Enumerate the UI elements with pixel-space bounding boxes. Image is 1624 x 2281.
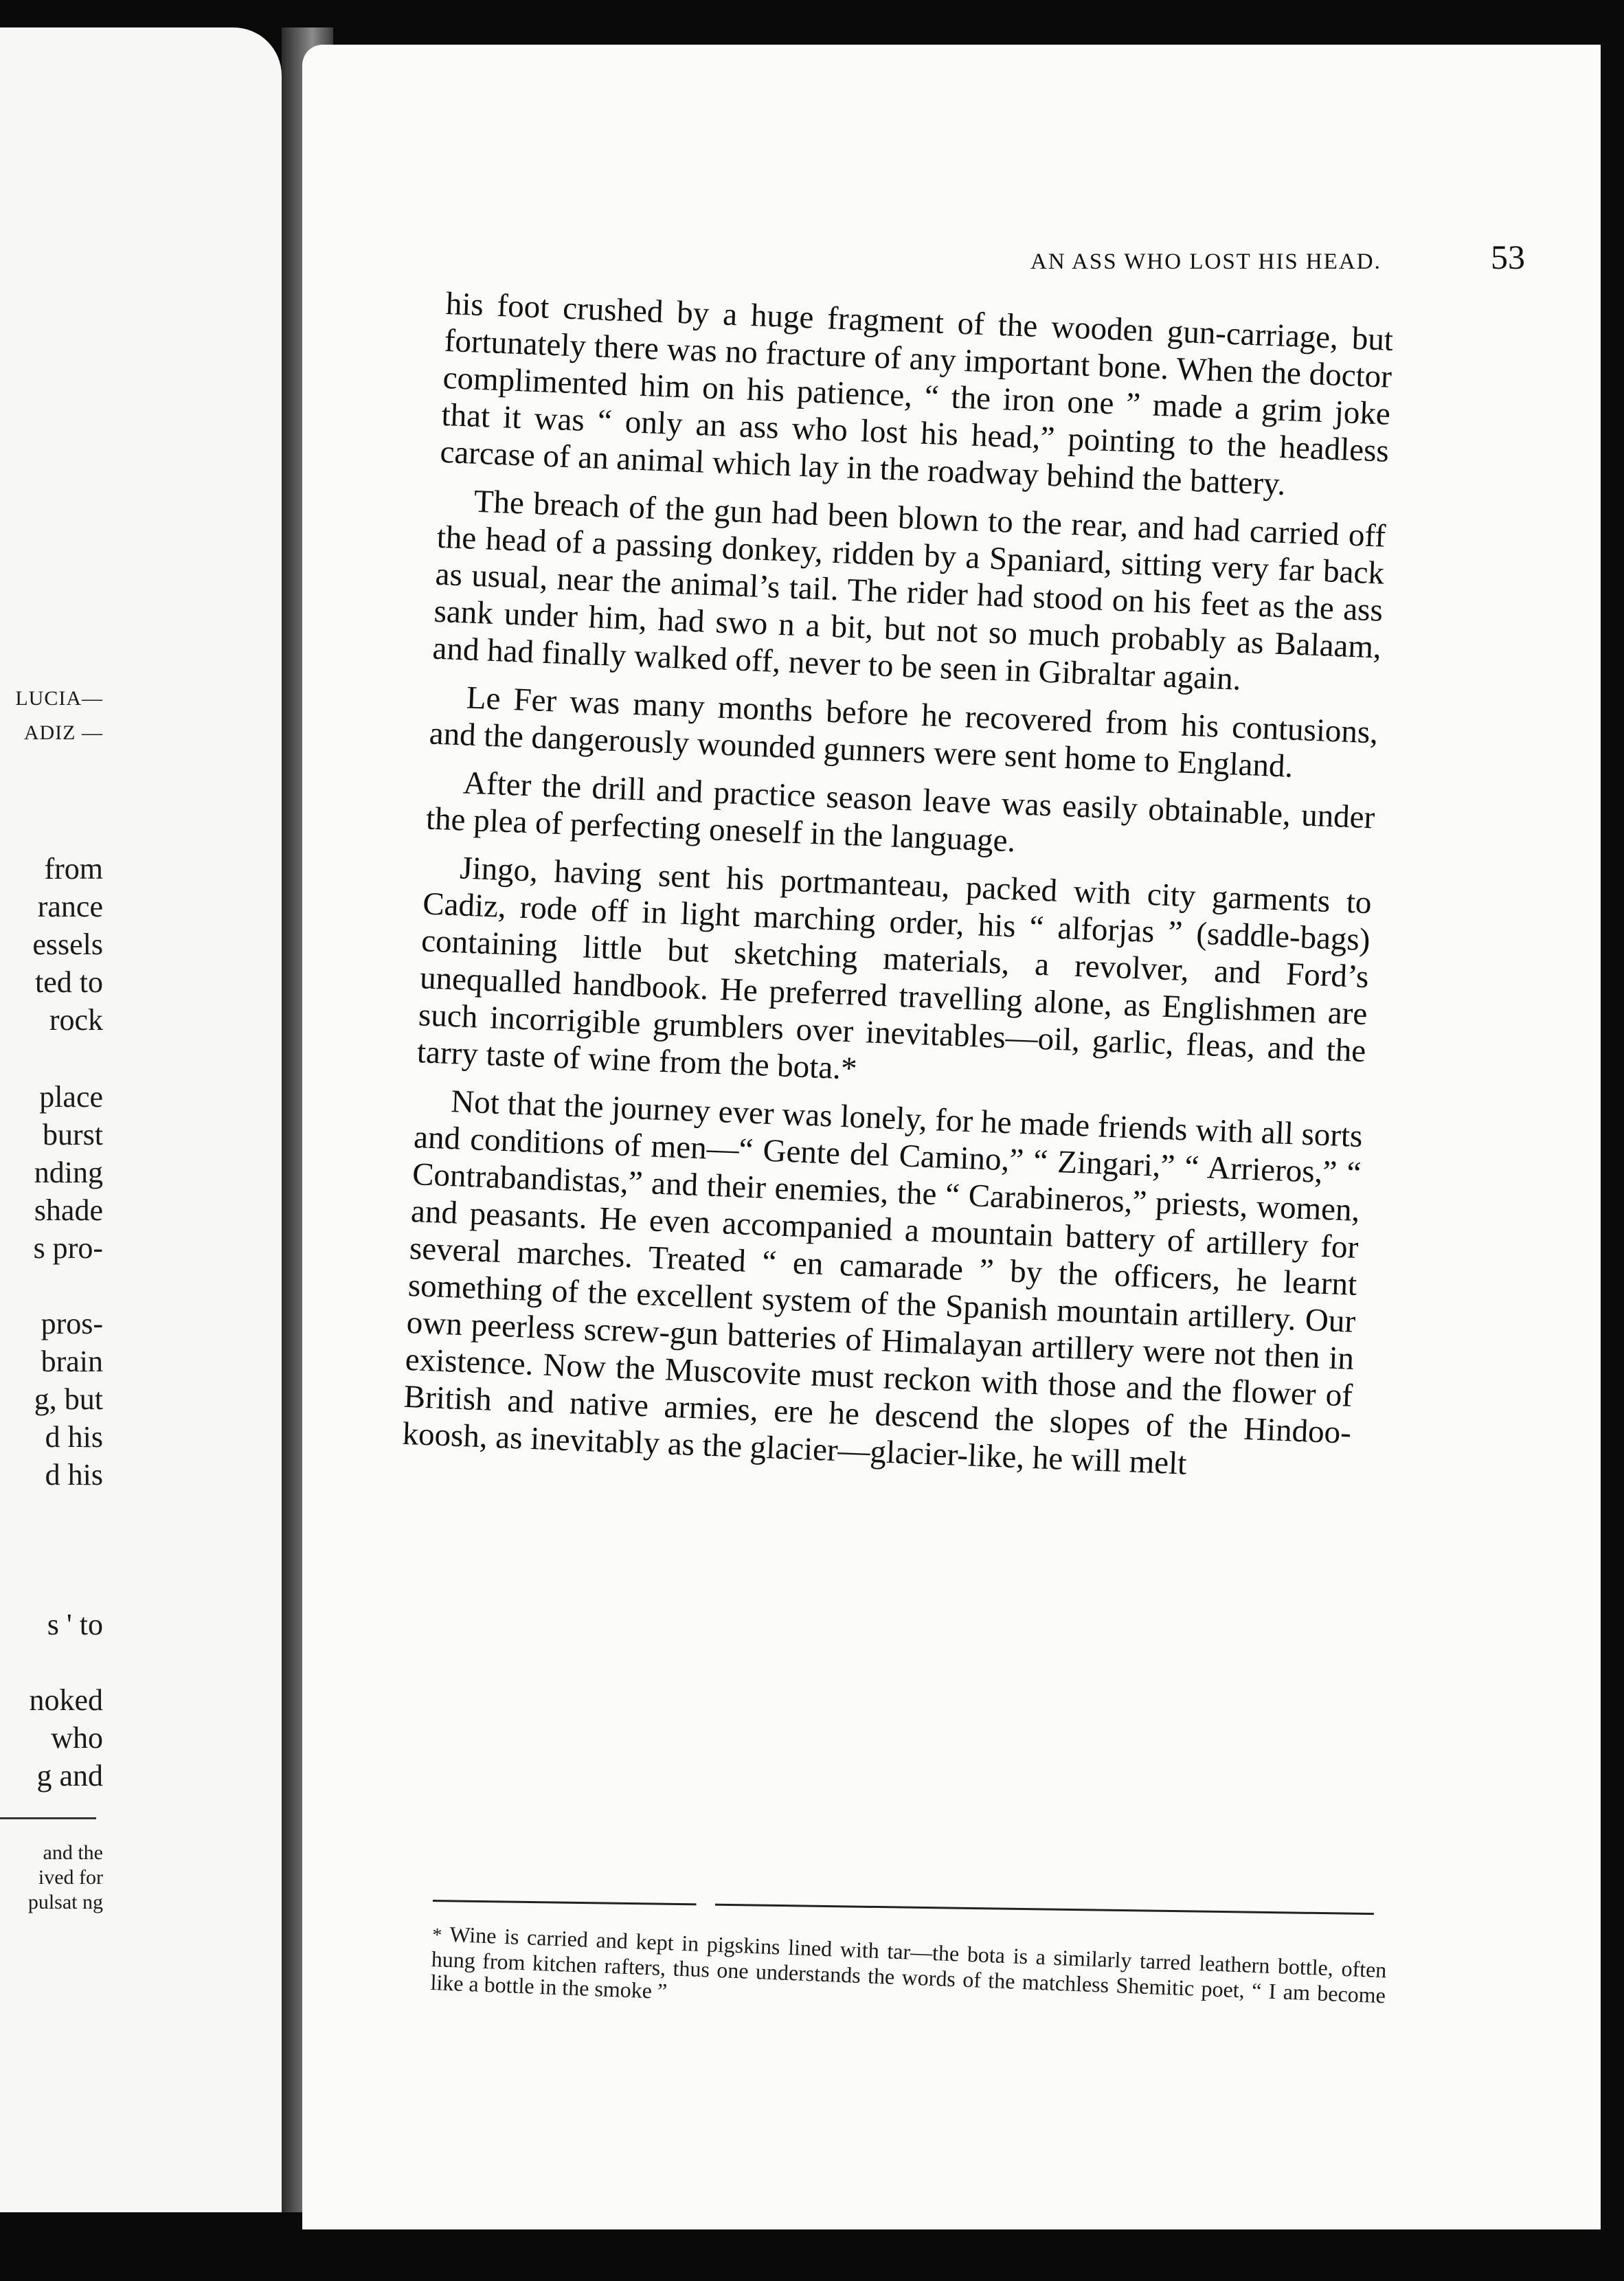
footnote [430,1922,1387,2030]
paragraph: his foot crushed by a huge fragment of the wooden gun-carriage, but fortunately there was no fracture of any important bone. When the doctor complimented him on his patience, “ the iron one ” made a grim joke that it was “ only an ass who lost his head,” pointing to the headless carcase of an animal which lay in the roadway behind the battery. [439,285,1394,503]
facing-line: from [44,852,103,886]
facing-footnote-line: pulsat ng [27,1891,103,1913]
facing-line: s pro- [33,1231,103,1265]
facing-line: pros- [41,1307,103,1340]
paragraph: The breach of the gun had been blown to the rear, and had carried off the head of a passing donkey, ridden by a Spaniard, sitting very far back as usual, near the animal’s tail. The rider had stood on his feet as the ass sank under him, had swo n a bit, but not so much probably as Balaam, and had finally walked off, never to be seen in Gibraltar again. [431,483,1386,697]
facing-line: d his [45,1420,103,1454]
footnote-text: Wine is carried and kept in pigskins lined with tar—the bota is a similarly tarred leathern bottle, often hung from kitchen rafters, thus one understands the words of the matchless Shemitic poet, “ I am become like a bottle in the smoke ” [429,1921,1388,2008]
facing-line: nding [34,1156,103,1189]
facing-line: ted to [35,965,103,999]
paragraph: Jingo, having sent his portmanteau, packed with city garments to Cadiz, rode off in light marching order, his “ alforjas ” (saddle-bags) containing little but sketching materials, a revolver, and Ford’s unequalled handbook. He preferred travelling alone, as Englishmen are such incorrigible grumblers over inevitables—oil, garlic, fleas, and the tarry taste of wine from the bota.* [416,850,1373,1087]
facing-footnote-line: and the [43,1841,103,1864]
facing-line: d his [45,1458,103,1492]
facing-line: noked [29,1683,103,1717]
facing-line: who [51,1721,103,1755]
facing-line: essels [32,928,103,961]
page-header [728,237,1525,277]
book-page [302,45,1601,2229]
facing-line: g and [36,1759,103,1793]
running-title: AN ASS WHO LOST HIS HEAD. [1030,249,1381,274]
facing-line: LUCIA— [15,687,103,710]
footnote-marker: * [431,1924,442,1946]
facing-footnote-line: ived for [38,1866,103,1889]
facing-line: shade [34,1193,103,1227]
facing-footnote-rule [0,1817,96,1819]
paragraph: Le Fer was many months before he recovered from his contusions, and the dangerously wounded gunners were sent home to England. [428,679,1379,785]
facing-line: s ' to [47,1608,103,1641]
footnote-rule [433,1900,1374,1915]
paragraph: Not that the journey ever was lonely, for he made friends with all sorts and conditions of men—“ Gente del Camino,” “ Zingari,” “ Arrieros,” “ Contrabandistas,” and their enemies, the “ Carabineros,” priests, women, and peasants. He even accompanied a mountain battery of artillery for several marches. Treated “ en camarade ” by the officers, he learnt something of the excellent system of the Spanish mountain artillery. Our own peerless screw-gun batteries of Himalayan artillery were not then in existence. Now the Muscovite must reckon with those and the flower of British and native armies, ere he descend the slopes of the Hindoo-koosh, as inevitably as the glacier—glacier-like, he will melt [401,1083,1364,1482]
facing-line: burst [43,1118,103,1151]
facing-page [0,27,282,2212]
facing-line: place [39,1080,103,1114]
facing-line: ADIZ — [23,721,103,744]
facing-line: g, but [34,1382,103,1416]
page-number: 53 [1491,238,1525,276]
facing-line: rance [37,890,103,923]
facing-line: rock [49,1003,103,1037]
facing-line: brain [41,1345,103,1378]
paragraph: After the drill and practice season leave was easily obtainable, under the plea of perfecting oneself in the language. [425,765,1376,859]
body-text [402,285,1394,1489]
